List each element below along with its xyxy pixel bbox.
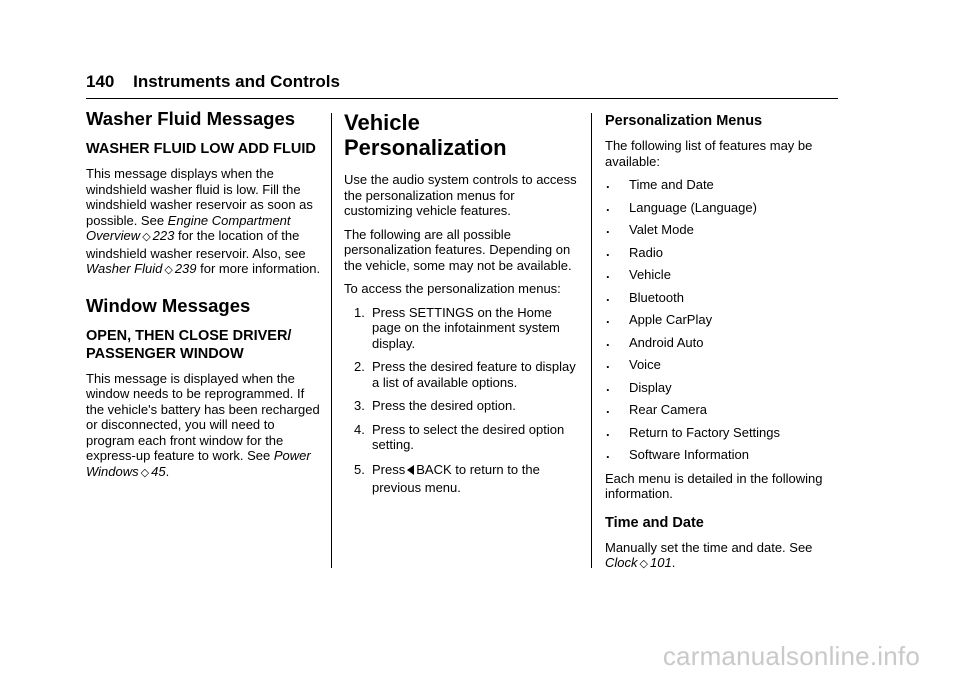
list-item: . Valet Mode bbox=[606, 221, 694, 237]
bullet: . bbox=[606, 423, 610, 439]
bullet: . bbox=[606, 266, 610, 281]
bullet: . bbox=[606, 288, 610, 304]
window-messages-heading: Window Messages bbox=[86, 294, 251, 316]
personalization-menus-heading: Personalization Menus bbox=[605, 113, 763, 129]
personalization-features-note: The following are all possible personalization features. Depending on the vehicle, some may not be available. bbox=[344, 226, 572, 273]
list-item: . Voice bbox=[606, 356, 661, 372]
page-ref-icon: ◇ bbox=[140, 466, 150, 479]
page-ref-icon: ◇ bbox=[164, 264, 173, 276]
window-paragraph: This message is displayed when the window needs to be reprogrammed. If the vehicle's battery has been recharged or disconnected, you will need to program each front window for the express-up feature to work. See Power Windows ◇ 45. bbox=[86, 370, 320, 479]
column-divider-2 bbox=[591, 113, 592, 568]
list-item: . Android Auto bbox=[606, 333, 704, 350]
bullet: . bbox=[606, 446, 610, 461]
step-item: 1. Press SETTINGS on the Home page on the infotainment system display. bbox=[354, 304, 560, 351]
access-menus-lead: To access the personalization menus: bbox=[344, 281, 561, 296]
list-item: . Language (Language) bbox=[606, 198, 757, 215]
step-item: 2. Press the desired feature to display a list of available options. bbox=[354, 359, 576, 390]
window-message-heading: OPEN, THEN CLOSE DRIVER/ PASSENGER WINDOW bbox=[86, 327, 292, 362]
column-3 bbox=[605, 108, 841, 581]
page-header bbox=[86, 72, 340, 92]
list-item: . Software Information bbox=[606, 446, 749, 462]
personalization-intro: Use the audio system controls to access the personalization menus for customizing vehicle features. bbox=[344, 172, 577, 218]
column-1 bbox=[86, 108, 322, 489]
washer-fluid-message-heading: WASHER FLUID LOW ADD FLUID bbox=[86, 141, 316, 157]
bullet: . bbox=[606, 401, 610, 416]
clock-link[interactable]: Clock ◇ 101 bbox=[605, 555, 672, 570]
header-rule bbox=[86, 98, 838, 99]
watermark: carmanualsonline.info bbox=[662, 641, 920, 671]
column-2 bbox=[344, 108, 580, 505]
list-item: . Return to Factory Settings bbox=[606, 423, 781, 440]
menus-list bbox=[605, 177, 841, 463]
time-and-date-paragraph: Manually set the time and date. See Clock ◇ 101. bbox=[605, 539, 813, 570]
column-divider-1 bbox=[331, 113, 332, 568]
list-item: . Time and Date bbox=[606, 176, 714, 192]
time-and-date-heading: Time and Date bbox=[605, 514, 704, 531]
list-item: . Display bbox=[606, 378, 672, 395]
bullet: . bbox=[606, 333, 610, 349]
steps-list bbox=[344, 305, 580, 497]
page-number: 140 bbox=[86, 72, 115, 91]
page-ref-icon: ◇ bbox=[142, 231, 151, 243]
step-item: 4. Press to select the desired option setting. bbox=[354, 421, 565, 452]
list-item: . Bluetooth bbox=[606, 288, 684, 305]
washer-fluid-heading: Washer Fluid Messages bbox=[86, 108, 296, 129]
bullet: . bbox=[606, 198, 610, 214]
vehicle-personalization-heading: Vehicle Personalization bbox=[344, 110, 507, 160]
list-item: . Radio bbox=[606, 243, 663, 260]
menus-intro: The following list of features may be available: bbox=[605, 138, 813, 169]
step-item: 3. Press the desired option. bbox=[354, 398, 516, 413]
bullet: . bbox=[606, 311, 610, 326]
bullet: . bbox=[606, 176, 610, 191]
step-item: 5. Press BACK to return to the previous menu. bbox=[354, 461, 540, 495]
bullet: . bbox=[606, 378, 610, 394]
washer-fluid-link[interactable]: Washer Fluid ◇ 239 bbox=[86, 261, 197, 276]
section-title: Instruments and Controls bbox=[133, 72, 340, 91]
bullet: . bbox=[606, 221, 610, 236]
engine-compartment-link[interactable]: Engine Compartment Overview ◇ 223 bbox=[86, 212, 291, 243]
bullet: . bbox=[606, 243, 610, 259]
power-windows-link[interactable]: Power Windows ◇ 45 bbox=[86, 448, 311, 479]
back-arrow-icon bbox=[407, 465, 414, 475]
list-item: . Vehicle bbox=[606, 266, 671, 282]
bullet: . bbox=[606, 356, 610, 371]
list-item: . Apple CarPlay bbox=[606, 311, 713, 327]
washer-fluid-paragraph: This message displays when the windshield washer fluid is low. Fill the windshield washer reservoir as soon as possible. See Engine Compartment Overview ◇ 223 for the location of the windshield washer reservoir. Also, see Washer Fluid ◇ 239 for more information. bbox=[86, 166, 321, 276]
list-item: . Rear Camera bbox=[606, 401, 708, 417]
page-ref-icon: ◇ bbox=[639, 558, 648, 570]
menus-outro: Each menu is detailed in the following information. bbox=[605, 470, 823, 501]
